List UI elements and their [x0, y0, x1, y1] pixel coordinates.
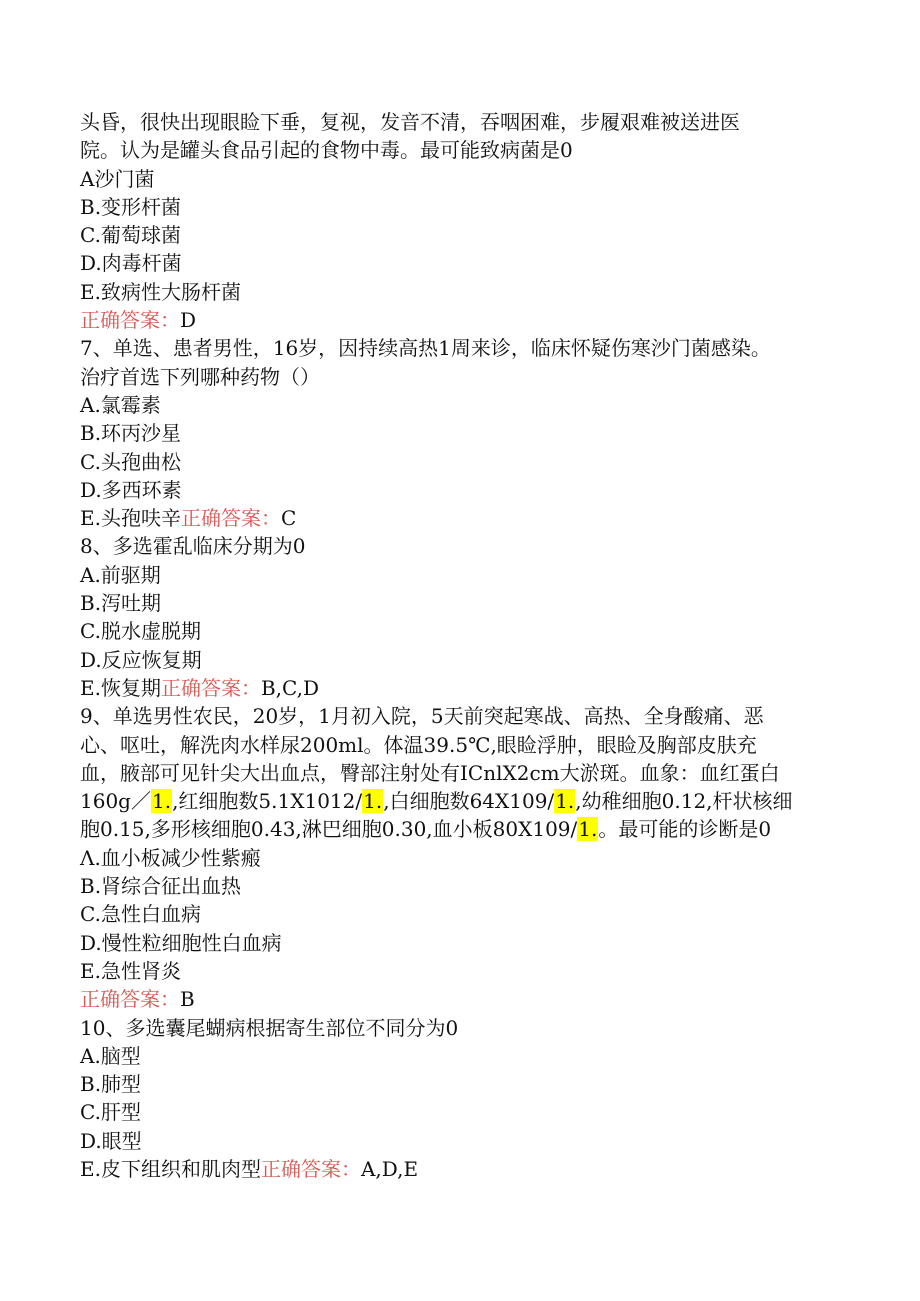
q6-stem-line: 头昏，很快出现眼睑下垂，复视，发音不清，吞咽困难，步履艰难被送进医 [80, 110, 740, 134]
q9-text-fragment: ,红细胞数5.1X1012/ [172, 789, 363, 814]
answer-label: 正确答案： [180, 506, 281, 531]
q9-stem-line: 血，腋部可见针尖大出血点，臀部注射处有ICnlX2cm大淤斑。血象：血红蛋白 [80, 760, 780, 785]
q8-option: B.泻吐期 [80, 591, 162, 616]
q10-option: B.肺型 [80, 1072, 142, 1097]
q9-option: Λ.血小板减少性紫瘢 [80, 845, 261, 870]
highlighted-text: 1. [555, 789, 575, 814]
q10-answer: A,D,E [360, 1156, 419, 1181]
q7-stem-line: 治疗首选下列哪种药物（） [80, 364, 320, 389]
q10-option: C.肝型 [80, 1100, 141, 1125]
q9-text-fragment: 。最可能的诊断是0 [598, 817, 772, 842]
q8-option-with-answer [80, 674, 860, 702]
q9-option: D.慢性粒细胞性白血病 [80, 930, 282, 955]
q9-answer-line [80, 985, 860, 1013]
q9-option: B.肾综合征出血热 [80, 874, 242, 899]
q6-answer: D [180, 308, 197, 333]
q10-stem: 10、多选囊尾蝴病根据寄生部位不同分为0 [80, 1015, 459, 1040]
q7-option: C.头孢曲松 [80, 449, 181, 474]
q8-option: C.脱水虚脱期 [80, 619, 201, 644]
q9-text-fragment: 160g／ [80, 789, 151, 814]
q6-stem-line: 院。认为是罐头食品引起的食物中毒。最可能致病菌是0 [80, 138, 573, 163]
q9-stem-line [80, 787, 860, 815]
q9-option: C.急性白血病 [80, 902, 201, 927]
answer-label: 正确答案： [260, 1156, 361, 1181]
q8-option: A.前驱期 [80, 562, 161, 587]
q6-option: A沙门菌 [80, 166, 155, 191]
q9-text-fragment: ,白细胞数64X109/ [383, 789, 555, 814]
q9-stem-line: 9、单选男性农民，20岁，1月初入院，5天前突起寒战、高热、全身酸痛、恶 [80, 704, 764, 729]
q7-option: D.多西环素 [80, 477, 182, 502]
q6-option: B.变形杆菌 [80, 194, 182, 219]
highlighted-text: 1. [363, 789, 383, 814]
answer-label: 正确答案： [160, 675, 261, 700]
document-body [80, 108, 860, 1183]
q8-answer: B,C,D [260, 675, 320, 700]
q7-answer: C [280, 506, 297, 531]
answer-label: 正确答案： [80, 987, 180, 1012]
q7-option-with-answer [80, 504, 860, 532]
q10-option-with-answer [80, 1155, 860, 1183]
q9-text-fragment: ,幼稚细胞0.12,杆状核细 [575, 789, 793, 814]
q6-option: C.葡萄球菌 [80, 223, 181, 248]
q10-option: E.皮下组织和肌肉型 [80, 1156, 261, 1181]
q8-option: D.反应恢复期 [80, 647, 202, 672]
q8-option: E.恢复期 [80, 675, 161, 700]
q9-stem-line: 心、呕吐，解洗肉水样尿200ml。体温39.5℃,眼睑浮肿，眼睑及胸部皮肤充 [80, 732, 757, 757]
q7-stem-line: 7、单选、患者男性，16岁，因持续高热1周来诊，临床怀疑伤寒沙门菌感染。 [80, 336, 771, 361]
q6-option: D.肉毒杆菌 [80, 251, 182, 276]
highlighted-text: 1. [151, 789, 172, 814]
q8-stem: 8、多选霍乱临床分期为0 [80, 534, 306, 559]
q9-option: E.急性肾炎 [80, 958, 181, 983]
q6-answer-line [80, 306, 860, 334]
q9-stem-line [80, 815, 860, 843]
q9-answer: B [180, 987, 195, 1012]
q10-option: D.眼型 [80, 1128, 142, 1153]
q10-option: A.脑型 [80, 1043, 141, 1068]
highlighted-text: 1. [578, 817, 598, 842]
q9-text-fragment: 胞0.15,多形核细胞0.43,淋巴细胞0.30,血小板80X109/ [80, 817, 578, 842]
q7-option: B.环丙沙星 [80, 421, 182, 446]
answer-label: 正确答案： [80, 308, 180, 333]
q7-option: A.氯霉素 [80, 392, 161, 417]
q6-option: E.致病性大肠杆菌 [80, 279, 241, 304]
q7-option: E.头孢呋辛 [80, 506, 181, 531]
